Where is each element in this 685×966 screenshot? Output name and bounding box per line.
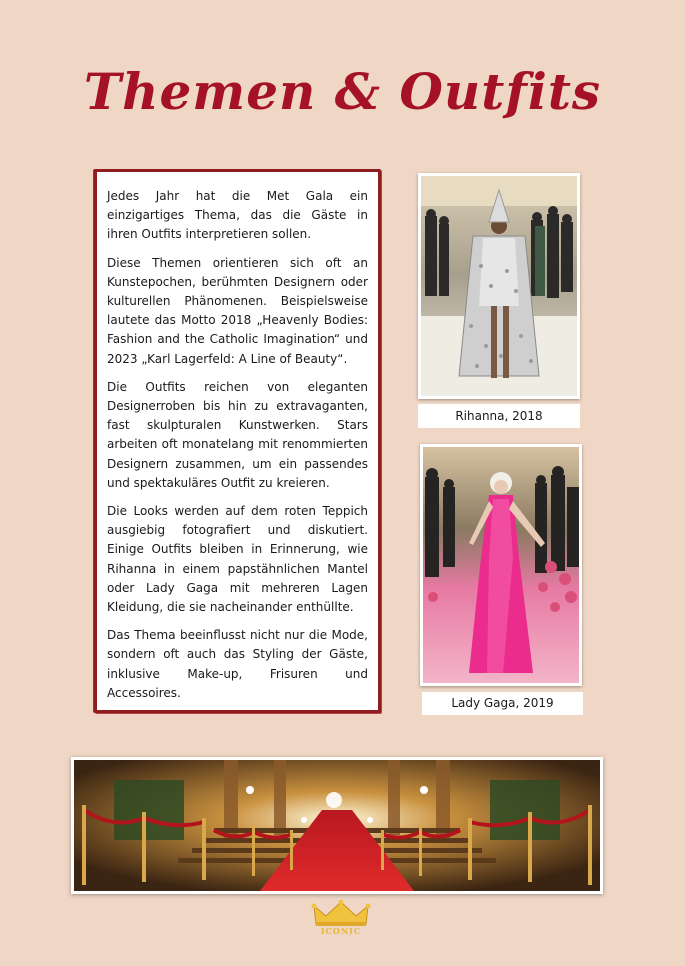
crown-icon [310, 900, 372, 928]
logo-text: ICONIC [320, 926, 362, 936]
lady-gaga-photo [420, 444, 582, 686]
article-paragraph-4: Die Looks werden auf dem roten Teppich ausgiebig fotografiert und diskutiert. Einige Outfits bleiben in Erinnerung, wie Rihanna in einem papstähnlichen Mantel oder Lady Gaga mit mehreren Lagen Kleidung, die sie nacheinander enthüllte. [107, 504, 368, 615]
iconic-crown-logo [310, 900, 372, 940]
article-paragraph-3: Die Outfits reichen von eleganten Designerroben bis hin zu extravaganten, fast skulpturalen Kunstwerken. Stars arbeiten oft monatelang mit renommierten Designern zusammen, um ein passendes und spektakuläres Outfit zu kreieren. [107, 379, 368, 490]
article-paragraph-1: Jedes Jahr hat die Met Gala ein einzigartiges Thema, das die Gäste in ihren Outfits interpretieren sollen. [107, 189, 368, 242]
article-text-box [94, 169, 381, 713]
article-paragraph-5: Das Thema beeinflusst nicht nur die Mode, sondern oft auch das Styling der Gäste, inklusive Make-up, Frisuren und Accessoires. [107, 628, 368, 700]
red-carpet-banner [71, 757, 603, 894]
lady-gaga-caption: Lady Gaga, 2019 [422, 692, 583, 715]
rihanna-photo [418, 173, 580, 399]
page-title: Themen & Outfits [83, 62, 602, 121]
article-paragraph-2: Diese Themen orientieren sich oft an Kunstepochen, berühmten Designern oder kulturellen Phänomenen. Beispielsweise lautete das Motto 2018 „Heavenly Bodies: Fashion and the Catholic Imagination“ und 2023 „Karl Lagerfeld: A Line of Beauty“. [107, 255, 368, 366]
rihanna-caption: Rihanna, 2018 [418, 404, 580, 428]
